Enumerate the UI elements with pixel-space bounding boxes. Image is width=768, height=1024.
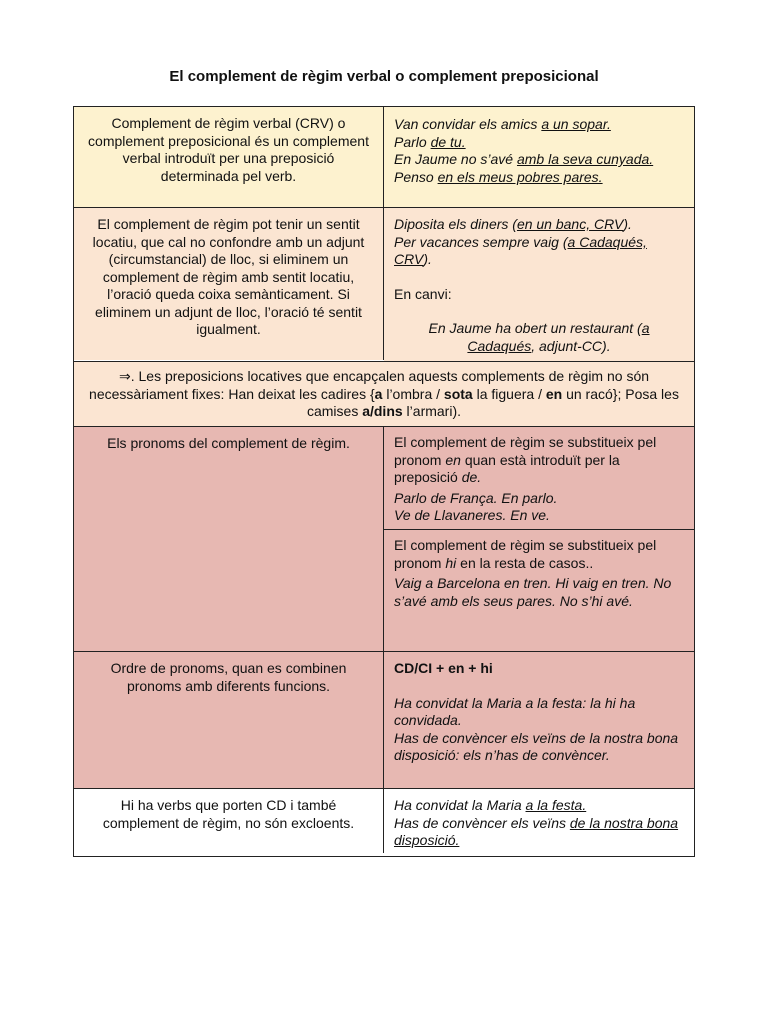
table-row-note xyxy=(74,361,694,426)
en-canvi-label: En canvi: xyxy=(394,285,452,302)
table-row-order xyxy=(74,651,694,788)
table-row-cd-crv xyxy=(74,788,694,856)
content-table xyxy=(73,106,695,857)
order-label: Ordre de pronoms, quan es combinen pronoms amb diferents funcions. xyxy=(74,652,384,788)
document-title: El complement de règim verbal o complement preposicional xyxy=(169,68,599,85)
pronouns-label: Els pronoms del complement de règim. xyxy=(74,427,384,651)
table-row-definition xyxy=(74,107,694,207)
cd-crv-label: Hi ha verbs que porten CD i també complement de règim, no són excloents. xyxy=(74,789,384,853)
order-formula: CD/CI + en + hi xyxy=(394,660,493,676)
pronoun-en-block: El complement de règim se substitueix pel pronom en quan està introduït per la preposició de. Parlo de França. En parlo. Ve de Llavaneres. En ve. xyxy=(394,434,657,523)
definition-text: Complement de règim verbal (CRV) o complement preposicional és un complement verbal introduït per una preposició determinada pel verb. xyxy=(74,107,384,207)
order-examples: CD/CI + en + hi Ha convidat la Maria a la festa: la hi ha convidada. Has de convèncer els veïns de la nostra bona disposició: els n’has de convèncer. xyxy=(384,652,694,788)
locative-examples: Diposita els diners (en un banc, CRV). Per vacances sempre vaig (a Cadaqués, CRV). En canvi: En Jaume ha obert un restaurant (a Cadaqués, adjunt-CC). xyxy=(384,208,694,361)
cd-crv-examples: Ha convidat la Maria a la festa. Has de convèncer els veïns de la nostra bona disposició. xyxy=(384,789,694,856)
pronoun-hi-block: El complement de règim se substitueix pel pronom hi en la resta de casos.. Vaig a Barcelona en tren. Hi vaig en tren. No s’avé amb els seus pares. No s’hi avé. xyxy=(384,529,694,651)
table-row-pronouns xyxy=(74,426,694,651)
locative-text: El complement de règim pot tenir un sentit locatiu, que cal no confondre amb un adjunt (circumstancial) de lloc, si eliminem un complement de règim amb sentit locatiu, l’oració queda coixa semànticament. Si eliminem un adjunt de lloc, l’oració té sentit igualment. xyxy=(74,208,384,360)
definition-examples: Van convidar els amics a un sopar. Parlo de tu. En Jaume no s’avé amb la seva cunyada. Penso en els meus pobres pares. xyxy=(384,107,694,207)
table-row-locative xyxy=(74,207,694,361)
prepositions-note: ⇒. Les preposicions locatives que encapçalen aquests complements de règim no són necessàriament fixes: Han deixat les cadires {a l’ombra / sota la figuera / en un racó}; Posa les camises a/dins l’armari). xyxy=(74,362,694,426)
pronouns-examples xyxy=(384,427,694,651)
